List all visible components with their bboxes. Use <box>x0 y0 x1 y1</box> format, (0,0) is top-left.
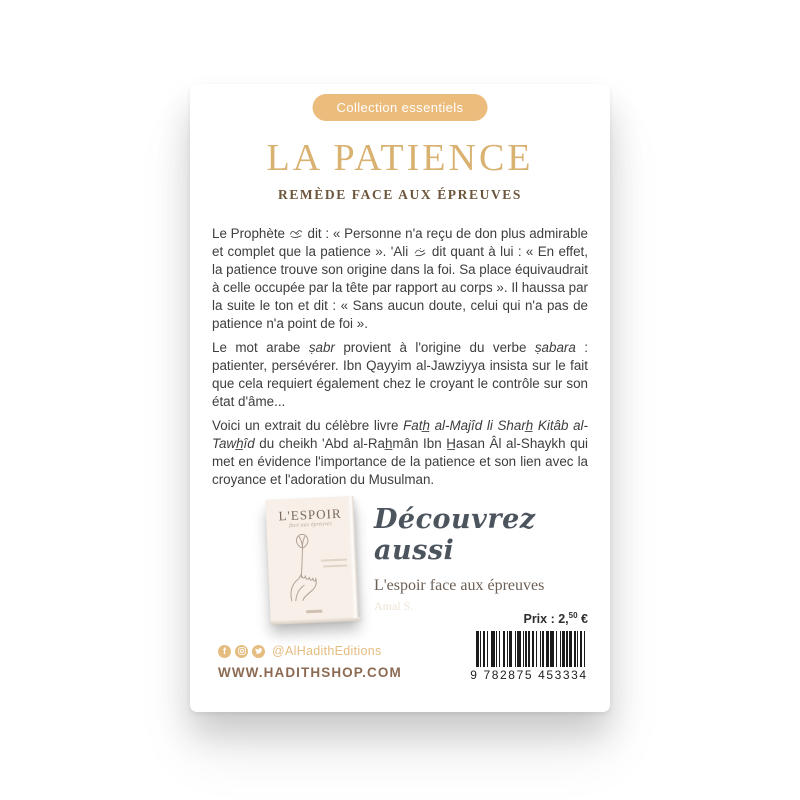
social-row <box>218 644 402 658</box>
hand-tulip-illustration <box>279 529 328 603</box>
book-title: LA PATIENCE <box>266 137 534 179</box>
paragraph: Le Prophète dit : « Personne n'a reçu de don plus admirable et complet que la patience ». 'Ali dit quant à lui : « En effet, la patience trouve son origine dans la foi. Sa place équivaudrait à celle occupée par la tête par rapport au corps ». Il haussa par la suite le ton et dit : « Sans aucun doute, celui qui n'a pas de patience n'a point de foi ». <box>212 226 589 331</box>
related-book-cover-subtitle: face aux épreuves <box>289 521 333 529</box>
social-handle: @AlHadithEditions <box>272 644 382 658</box>
related-book-title: L'espoir face aux épreuves <box>374 577 545 594</box>
radiallahu-anhu-icon <box>413 246 428 257</box>
thumb-text-line <box>323 564 347 567</box>
price: Prix : 2,50 € <box>523 611 588 627</box>
website-url: WWW.HADITHSHOP.COM <box>218 665 402 680</box>
back-cover-text <box>212 225 588 495</box>
related-book-thumbnail <box>265 496 358 622</box>
book-subtitle: REMÈDE FACE AUX ÉPREUVES <box>277 187 523 202</box>
twitter-icon <box>252 645 265 658</box>
instagram-icon <box>235 645 248 658</box>
thumb-text-line <box>321 558 347 561</box>
paragraph: Voici un extrait du célèbre livre Fath̲ al-Majîd li Sharh̲ Kitâb al-Tawh̲îd du cheikh 'Abd al-Rah̲mân Ibn H̲asan Âl al-Shaykh qui met en évidence l'importance de la patience et son lien avec la croyance et l'adoration du Musulman. <box>212 418 588 487</box>
barcode <box>476 631 588 667</box>
book-back-cover <box>190 84 610 712</box>
saw-calligraphy-icon <box>289 228 304 239</box>
paragraph: Le mot arabe ṣabr provient à l'origine du verbe ṣabara : patienter, persévérer. Ibn Qayyim al-Jawziyya insista sur le fait que cela requiert également chez le croyant le contrôle sur son état d'âme... <box>212 340 588 409</box>
facebook-icon: f <box>218 645 231 658</box>
thumb-publisher-mark <box>306 610 322 614</box>
related-book-author: Amal S. <box>374 599 414 613</box>
collection-badge: Collection essentiels <box>313 94 488 121</box>
barcode-number: 9 782875 453334 <box>470 668 588 683</box>
discover-heading: Découvrez aussi <box>374 504 536 566</box>
related-book-cover-title: L'ESPOIR <box>278 505 342 524</box>
